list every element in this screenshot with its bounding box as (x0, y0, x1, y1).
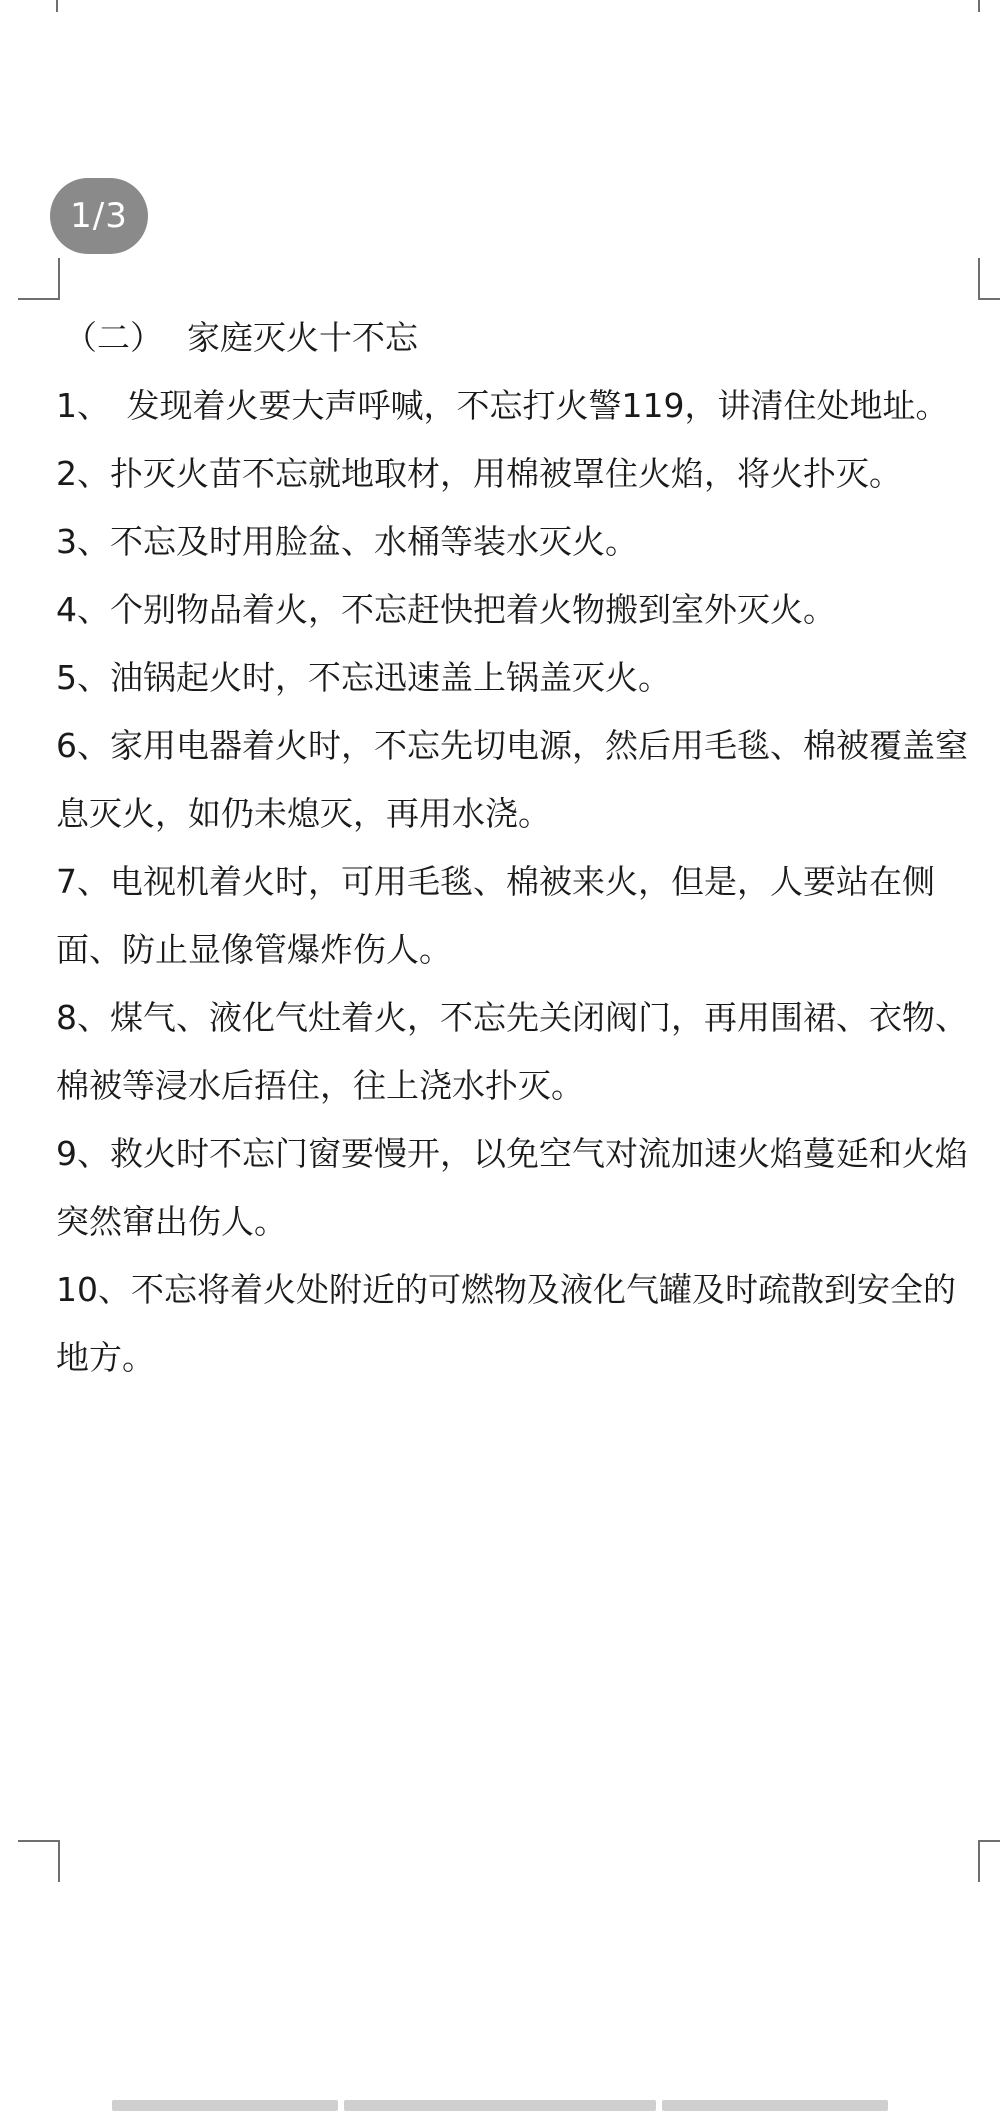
paragraph-1-2: 1、 发现着火要大声呼喊，不忘打火警119，讲清住处地址。2、扑灭火苗不忘就地取材，用棉被罩住火焰，将火扑灭。 (56, 386, 949, 493)
paragraph-10: 10、不忘将着火处附近的可燃物及液化气罐及时疏散到安全的地方。 (56, 1270, 956, 1377)
crop-mark-lower-left (18, 1840, 60, 1882)
bottom-tab-right[interactable] (662, 2100, 888, 2111)
document-body (56, 304, 976, 1392)
bottom-tab-left[interactable] (112, 2100, 338, 2111)
paragraph-5: 5、油锅起火时，不忘迅速盖上锅盖灭火。 (56, 658, 671, 697)
section-heading (56, 304, 976, 372)
bottom-toolbar-strip (0, 2100, 1000, 2111)
crop-mark-top-left (56, 0, 58, 12)
page-indicator: 1/3 (50, 178, 148, 254)
paragraph-3: 3、不忘及时用脸盆、水桶等装水灭火。 (56, 522, 638, 561)
paragraph-4: 4、个别物品着火，不忘赶快把着火物搬到室外灭火。 (56, 590, 836, 629)
section-title: 家庭灭火十不忘 (187, 318, 418, 357)
crop-mark-lower-right (978, 1840, 1000, 1882)
crop-mark-upper-left (18, 258, 60, 300)
bottom-tab-center[interactable] (344, 2100, 656, 2111)
crop-mark-top-right (978, 0, 980, 12)
crop-mark-upper-right (978, 258, 1000, 300)
section-number: （二） (64, 318, 163, 357)
paragraph-8: 8、煤气、液化气灶着火，不忘先关闭阀门，再用围裙、衣物、棉被等浸水后捂住，往上浇水扑灭。 (56, 998, 968, 1105)
paragraph-7: 7、电视机着火时，可用毛毯、棉被来火，但是，人要站在侧面、防止显像管爆炸伤人。 (56, 862, 935, 969)
paragraph-6: 6、家用电器着火时，不忘先切电源，然后用毛毯、棉被覆盖窒息灭火，如仍未熄灭，再用水浇。 (56, 726, 968, 833)
paragraph-9: 9、救火时不忘门窗要慢开，以免空气对流加速火焰蔓延和火焰突然窜出伤人。 (56, 1134, 968, 1241)
